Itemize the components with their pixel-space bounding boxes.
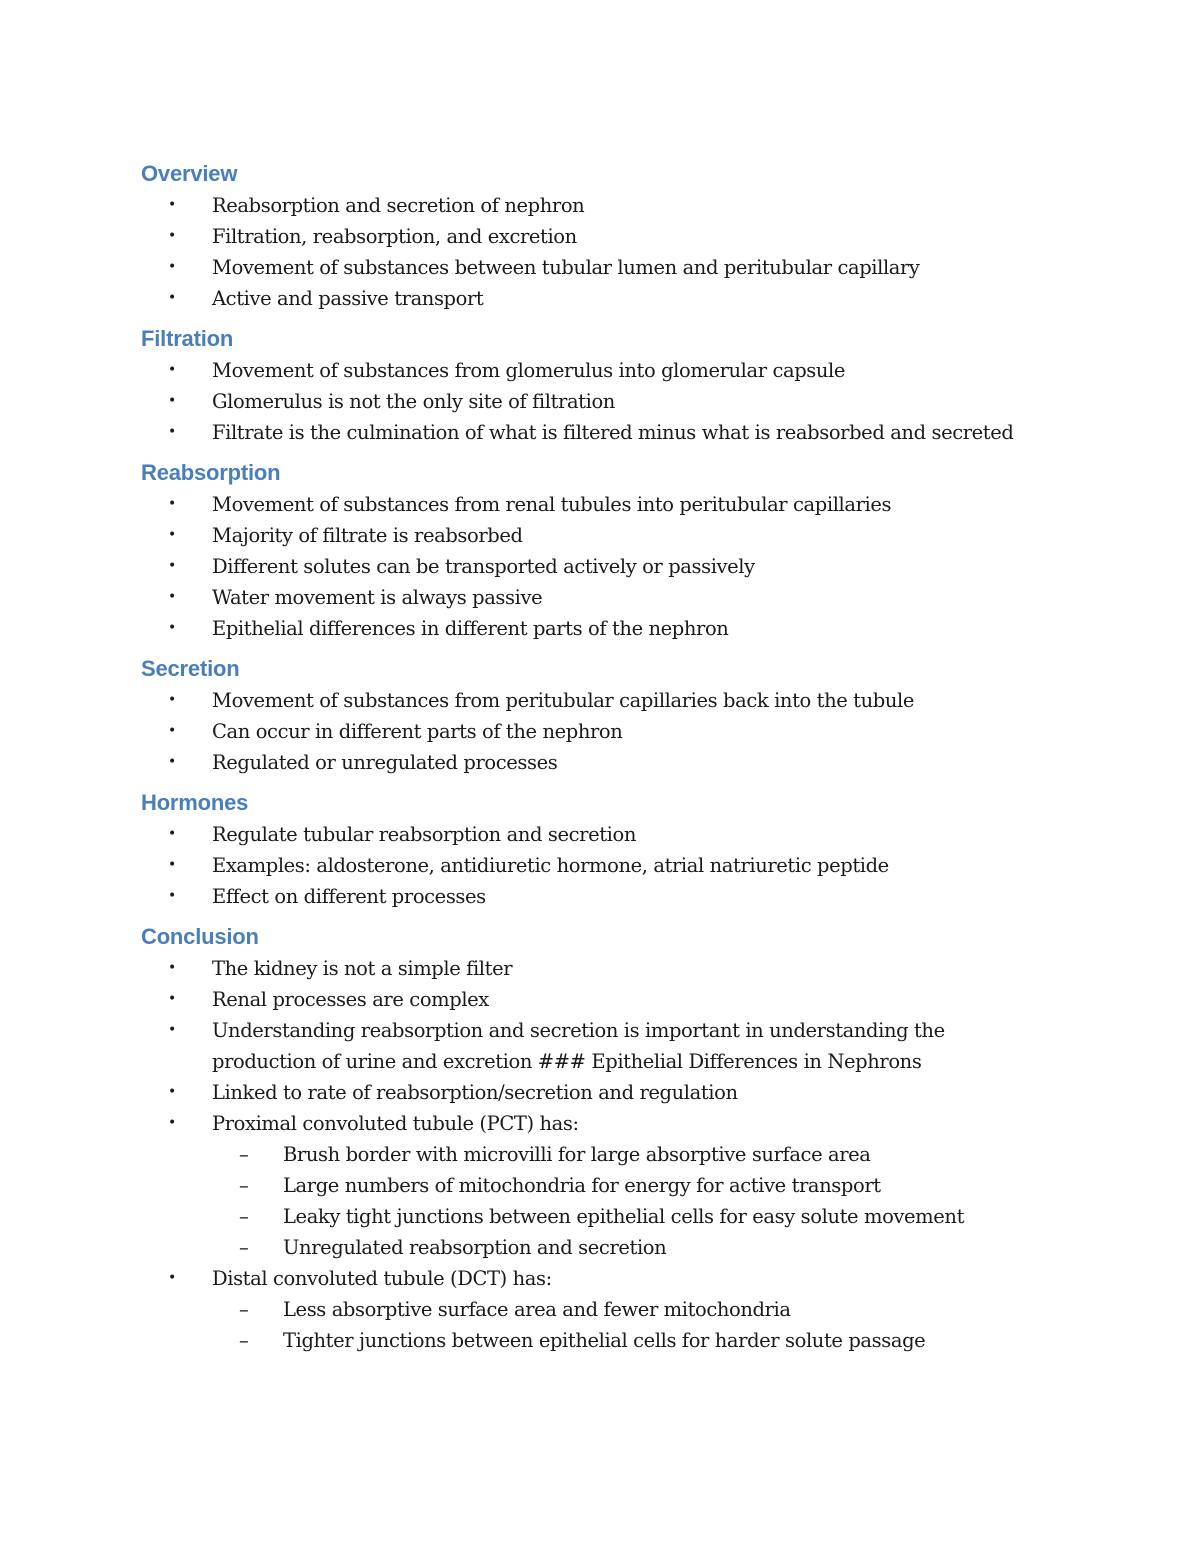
bullet-icon: • (168, 1115, 176, 1131)
sub-list-item: – Unregulated reabsorption and secretion (212, 1232, 1051, 1263)
list-item: • Reabsorption and secretion of nephron (141, 190, 1051, 221)
sub-list-item: – Leaky tight junctions between epithelial cells for easy solute movement (212, 1201, 1051, 1232)
section-heading: Filtration (141, 326, 234, 351)
list-item: • Water movement is always passive (141, 582, 1051, 613)
bullet-icon: • (168, 1084, 176, 1100)
list-item: • Movement of substances from renal tubules into peritubular capillaries (141, 489, 1051, 520)
bullet-icon: • (168, 496, 176, 512)
section-secretion (141, 653, 1051, 778)
list-item: • Different solutes can be transported actively or passively (141, 551, 1051, 582)
dash-icon: – (239, 1298, 249, 1321)
bullet-list (141, 355, 1051, 448)
list-item: • Can occur in different parts of the nephron (141, 716, 1051, 747)
bullet-icon: • (168, 197, 176, 213)
bullet-icon: • (168, 259, 176, 275)
dash-icon: – (239, 1329, 249, 1352)
bullet-icon: • (168, 754, 176, 770)
bullet-icon: • (168, 424, 176, 440)
bullet-list (141, 489, 1051, 644)
bullet-icon: • (168, 362, 176, 378)
bullet-icon: • (168, 589, 176, 605)
list-item: • Movement of substances from peritubular capillaries back into the tubule (141, 685, 1051, 716)
list-item: • Filtrate is the culmination of what is filtered minus what is reabsorbed and secreted (141, 417, 1051, 448)
dash-icon: – (239, 1236, 249, 1259)
bullet-icon: • (168, 857, 176, 873)
sub-list-item: – Brush border with microvilli for large absorptive surface area (212, 1139, 1051, 1170)
section-overview (141, 158, 1051, 314)
bullet-icon: • (168, 558, 176, 574)
list-item: • Regulated or unregulated processes (141, 747, 1051, 778)
list-item: • Understanding reabsorption and secretion is important in understanding the production of urine and excretion ### Epithelial Differences in Nephrons (141, 1015, 1051, 1077)
list-item: • Distal convoluted tubule (DCT) has: – Less absorptive surface area and fewer mitochondria – Tighter junctions between epithelial cells for harder solute passage (141, 1263, 1051, 1356)
sub-list (212, 1294, 1051, 1356)
list-item: • Filtration, reabsorption, and excretion (141, 221, 1051, 252)
list-item: • Linked to rate of reabsorption/secretion and regulation (141, 1077, 1051, 1108)
section-reabsorption (141, 457, 1051, 644)
list-item: • Movement of substances between tubular lumen and peritubular capillary (141, 252, 1051, 283)
bullet-icon: • (168, 527, 176, 543)
list-item: • Active and passive transport (141, 283, 1051, 314)
section-hormones (141, 787, 1051, 912)
list-item: • Examples: aldosterone, antidiuretic hormone, atrial natriuretic peptide (141, 850, 1051, 881)
bullet-icon: • (168, 692, 176, 708)
sub-list-item: – Less absorptive surface area and fewer mitochondria (212, 1294, 1051, 1325)
bullet-icon: • (168, 960, 176, 976)
list-item: • Effect on different processes (141, 881, 1051, 912)
bullet-icon: • (168, 620, 176, 636)
section-heading: Hormones (141, 790, 249, 815)
bullet-icon: • (168, 393, 176, 409)
bullet-icon: • (168, 826, 176, 842)
list-item: • Glomerulus is not the only site of filtration (141, 386, 1051, 417)
bullet-icon: • (168, 290, 176, 306)
sub-list-item: – Large numbers of mitochondria for energy for active transport (212, 1170, 1051, 1201)
sub-list (212, 1139, 1051, 1263)
bullet-icon: • (168, 228, 176, 244)
section-heading: Conclusion (141, 924, 259, 949)
dash-icon: – (239, 1143, 249, 1166)
bullet-list (141, 190, 1051, 314)
document-page (141, 158, 1051, 1365)
list-item: • Regulate tubular reabsorption and secretion (141, 819, 1051, 850)
bullet-icon: • (168, 1022, 176, 1038)
list-item: • Renal processes are complex (141, 984, 1051, 1015)
list-item: • Epithelial differences in different parts of the nephron (141, 613, 1051, 644)
dash-icon: – (239, 1174, 249, 1197)
list-item: • Majority of filtrate is reabsorbed (141, 520, 1051, 551)
bullet-list (141, 685, 1051, 778)
section-heading: Reabsorption (141, 460, 281, 485)
list-item: • The kidney is not a simple filter (141, 953, 1051, 984)
list-item: • Movement of substances from glomerulus into glomerular capsule (141, 355, 1051, 386)
bullet-list (141, 953, 1051, 1356)
bullet-icon: • (168, 1270, 176, 1286)
section-filtration (141, 323, 1051, 448)
dash-icon: – (239, 1205, 249, 1228)
bullet-list (141, 819, 1051, 912)
section-heading: Secretion (141, 656, 240, 681)
section-conclusion (141, 921, 1051, 1356)
sub-list-item: – Tighter junctions between epithelial cells for harder solute passage (212, 1325, 1051, 1356)
list-item: • Proximal convoluted tubule (PCT) has: – Brush border with microvilli for large absorptive surface area – Large numbers of mitochondria for energy for active transport – Leaky tight junctions between epithelial cells for easy solute movement – Unregulated reabsorption and secretion (141, 1108, 1051, 1263)
section-heading: Overview (141, 161, 238, 186)
bullet-icon: • (168, 991, 176, 1007)
bullet-icon: • (168, 888, 176, 904)
bullet-icon: • (168, 723, 176, 739)
